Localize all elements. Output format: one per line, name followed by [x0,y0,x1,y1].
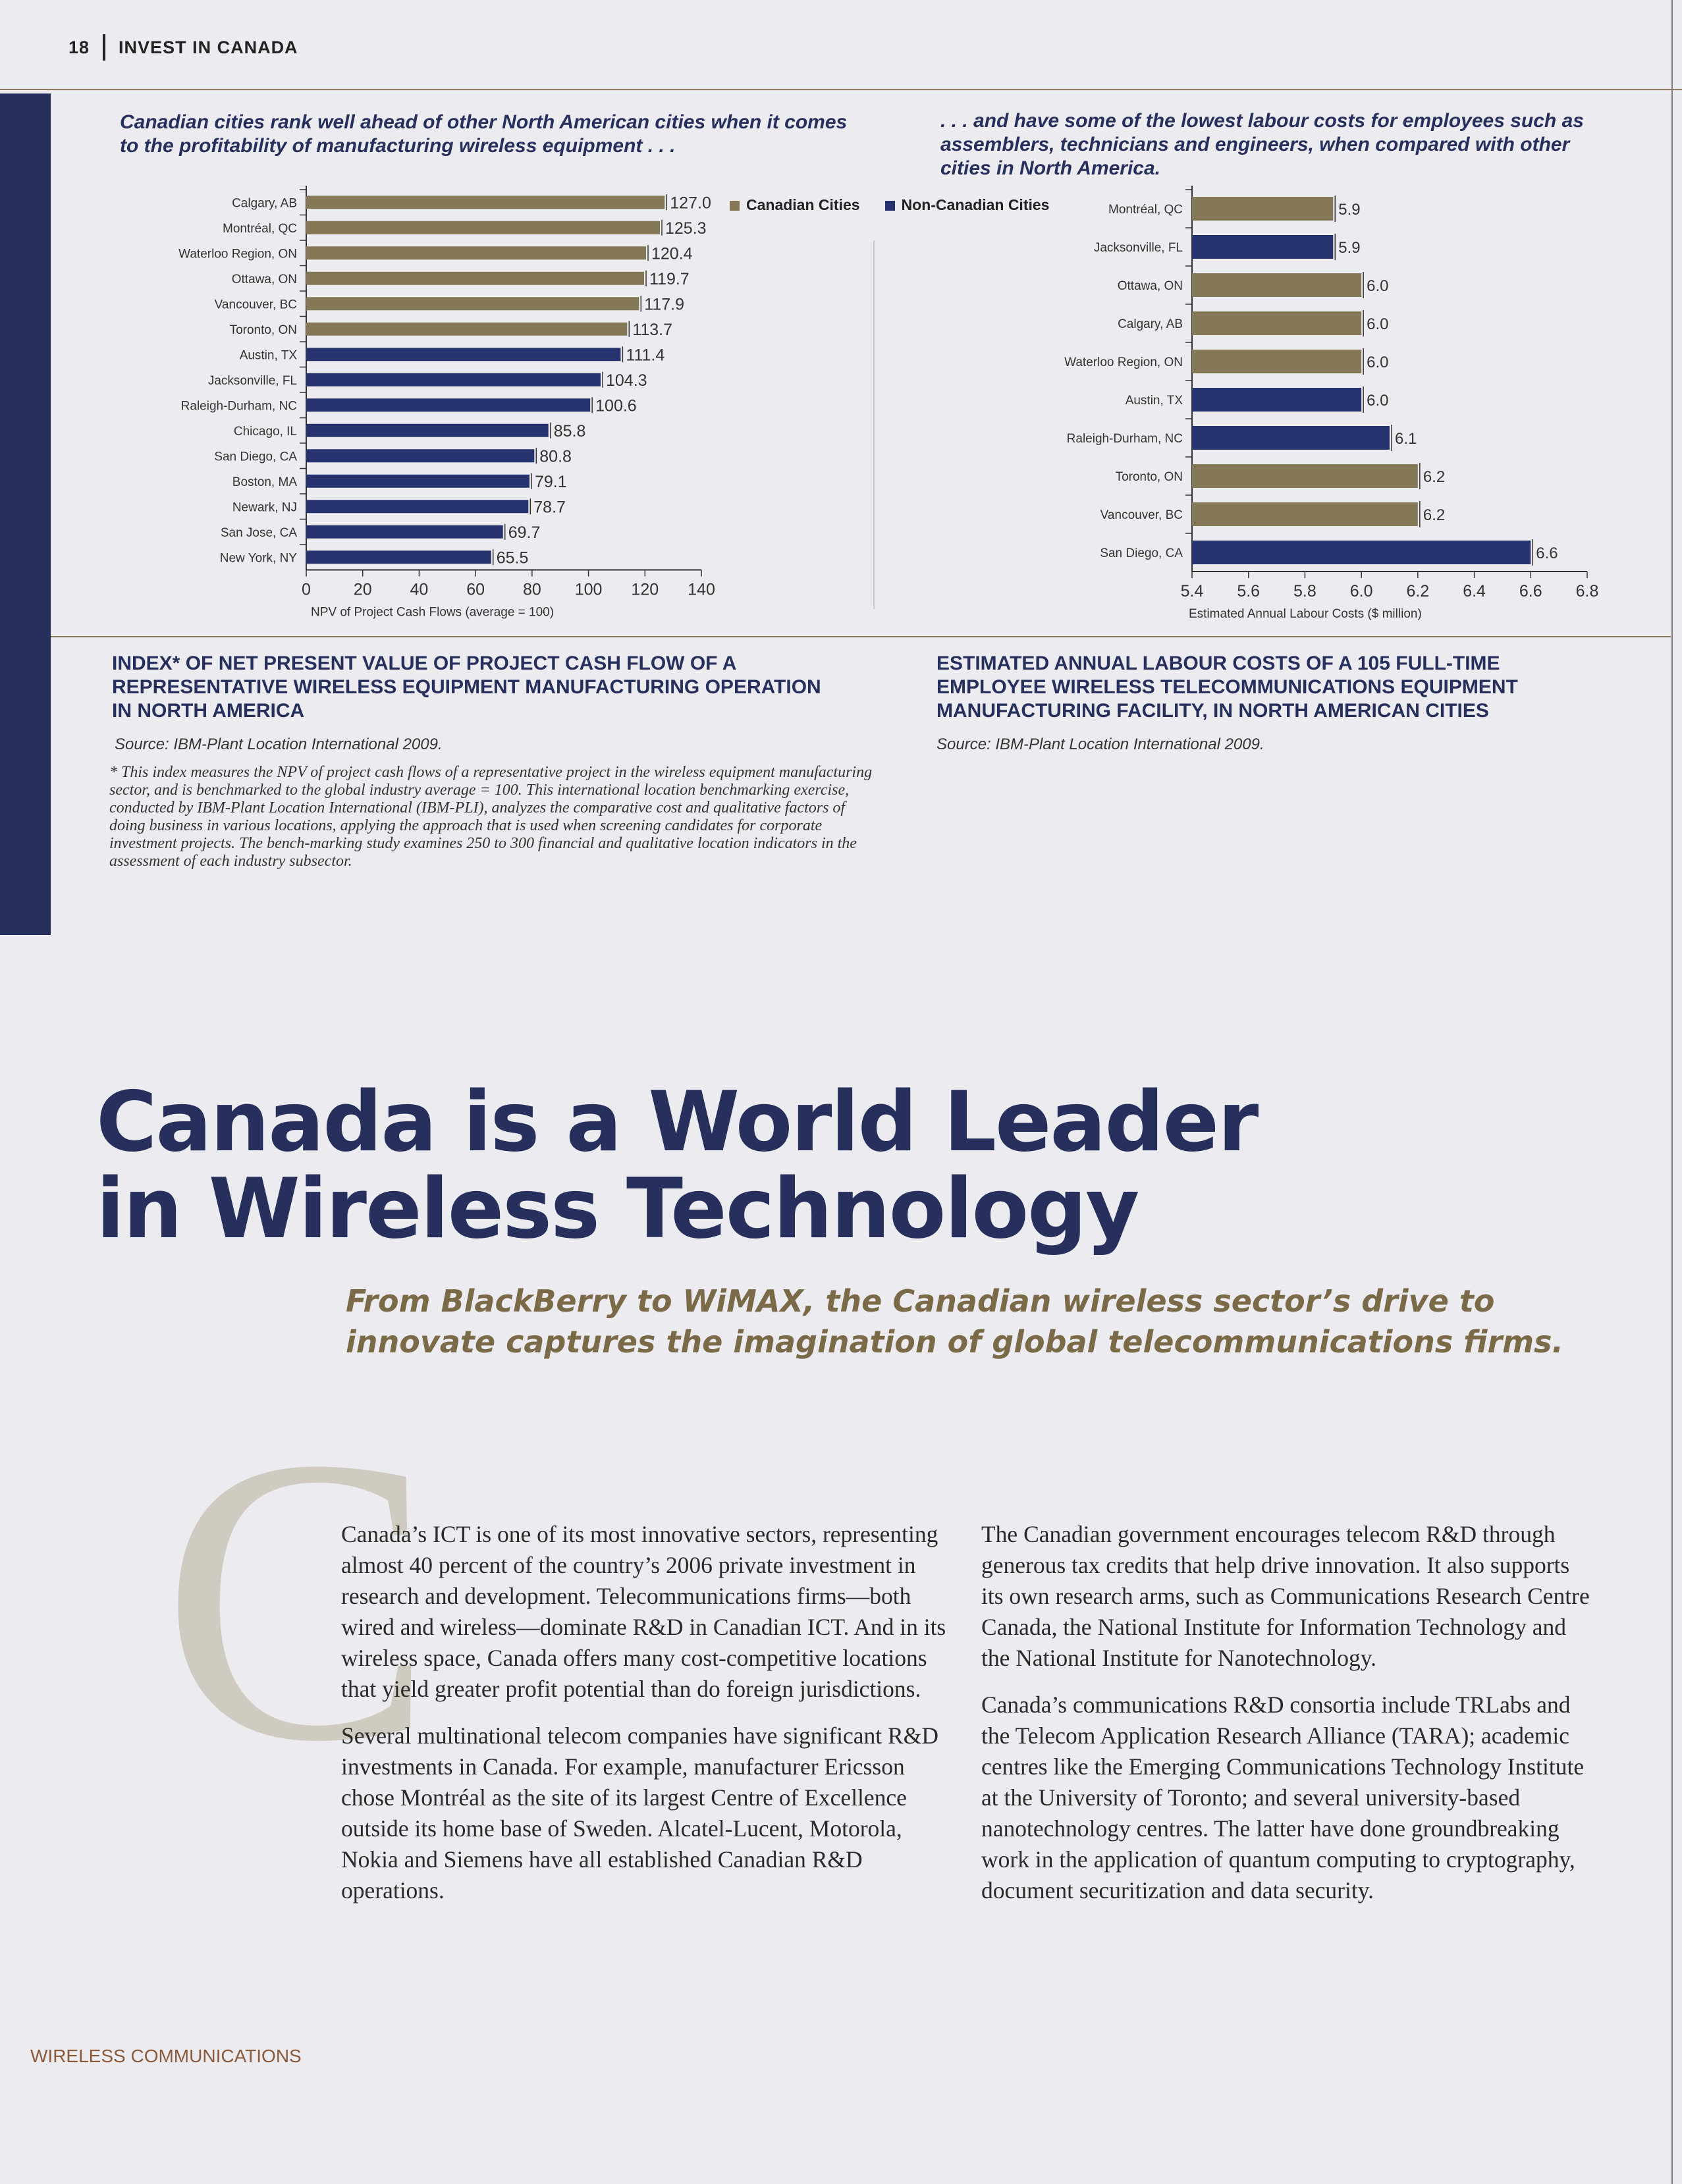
bar [306,398,590,412]
article-headline: Canada is a World Leader in Wireless Technology [96,1073,1258,1257]
x-tick-label: 6.0 [1349,582,1373,600]
category-label: New York, NY [219,551,297,566]
data-label: 100.6 [595,396,637,415]
x-tick-label: 80 [522,580,541,599]
bar [306,297,639,310]
category-label: Jacksonville, FL [1093,241,1183,255]
bar [306,500,528,513]
x-tick-label: 40 [410,580,429,599]
data-label: 6.1 [1395,430,1417,448]
bar [306,424,549,437]
article-column-2 [981,1519,1590,1922]
data-label: 78.7 [533,498,566,517]
category-label: Montréal, QC [223,221,297,236]
category-label: Boston, MA [232,475,297,489]
paragraph: Canada’s ICT is one of its most innovative sectors, representing almost 40 percent of the country’s 2006 private investment in research and development. Telecommunications firms—both wired and wireless—dominate R&D in Canadian ICT. And in its wireless space, Canada offers many cost-competitive locations that yield greater profit potential than do foreign jurisdictions. [341,1521,946,1702]
x-tick-label: 6.6 [1519,582,1542,600]
data-label: 79.1 [535,472,567,491]
page-header [68,34,298,61]
category-label: Vancouver, BC [214,298,297,312]
category-label: Montréal, QC [1108,203,1183,217]
x-tick-label: 60 [466,580,485,599]
data-label: 80.8 [539,447,572,466]
category-label: Waterloo Region, ON [1064,356,1183,369]
sidebar-bar [0,93,51,935]
legend-non-canadian-swatch [885,201,895,211]
right-chart-source: Source: IBM-Plant Location International 2009. [936,735,1264,753]
category-label: Raleigh-Durham, NC [180,399,297,413]
legend-canadian [730,196,860,214]
page-number: 18 [68,37,90,57]
category-label: Calgary, AB [1118,317,1183,331]
bar [306,525,503,539]
data-label: 119.7 [649,269,690,288]
bar [1192,235,1333,259]
x-tick-label: 120 [631,580,659,599]
bar [1192,388,1361,412]
category-label: Austin, TX [239,348,297,363]
footer-section-label: WIRELESS COMMUNICATIONS [30,2046,302,2066]
bar [306,475,529,488]
category-label: Waterloo Region, ON [178,247,297,261]
drop-cap: C [161,1374,434,1826]
right-chart-title: . . . and have some of the lowest labour costs for employees such as assemblers, technicians and engineers, when compared with other cities in North America. [940,110,1584,179]
category-label: San Diego, CA [214,450,297,464]
bar [1192,350,1361,373]
bar [1192,197,1333,221]
bar [1192,426,1390,450]
data-label: 5.9 [1338,201,1361,219]
legend-canadian-label: Canadian Cities [746,196,860,213]
left-chart-caption: INDEX* OF NET PRESENT VALUE OF PROJECT CASH FLOW OF A REPRESENTATIVE WIRELESS EQUIPMENT MANUFACTURING OPERATION IN NORTH AMERICA [112,653,821,722]
bar [306,449,534,462]
article-column-1 [341,1519,947,1922]
category-label: Toronto, ON [229,323,297,337]
category-label: Calgary, AB [232,196,297,211]
page-edge [1671,0,1673,2184]
category-label: Raleigh-Durham, NC [1066,432,1183,446]
data-label: 65.5 [496,548,529,568]
category-label: San Diego, CA [1100,546,1183,560]
data-label: 117.9 [644,295,685,314]
data-label: 5.9 [1338,239,1361,257]
x-axis-title: Estimated Annual Labour Costs ($ million) [1189,607,1422,621]
bar [306,550,491,564]
x-tick-label: 0 [302,580,311,599]
data-label: 125.3 [665,219,707,238]
bar [306,221,660,234]
chart-footnote: * This index measures the NPV of project cash flows of a representative project in the wireless equipment manufacturing sector, and is benchmarked to the global industry average = 100. This international location benchmarking exercise, conducted by IBM-Plant Location International (IBM-PLI), analyzes the comparative cost and qualitative factors of doing business in various locations, applying the approach that is used when screening candidates for corporate investment projects. The bench-marking study examines 250 to 300 financial and qualitative location indicators in the assessment of each industry subsector. [109,764,873,870]
legend-non-canadian-label: Non-Canadian Cities [901,196,1050,213]
category-label: Vancouver, BC [1100,508,1183,522]
x-tick-label: 5.8 [1293,582,1316,600]
data-label: 85.8 [553,421,586,440]
category-label: Austin, TX [1125,394,1183,408]
data-label: 69.7 [508,523,541,542]
x-tick-label: 6.8 [1575,582,1599,600]
paragraph: Canada’s communications R&D consortia include TRLabs and the Telecom Application Research Alliance (TARA); academic centres like the Emerging Communications Technology Institute at the University of Toronto; and several university-based nanotechnology centres. The latter have done groundbreaking work in the application of quantum computing to cryptography, document securitization and data security. [981,1691,1585,1904]
x-tick-label: 20 [353,580,372,599]
data-label: 113.7 [632,320,673,339]
data-label: 120.4 [651,244,693,263]
category-label: Ottawa, ON [231,272,297,286]
bar [1192,464,1418,488]
left-chart-title: Canadian cities rank well ahead of other North American cities when it comes to the profitability of manufacturing wireless equipment . . . [120,111,848,157]
chart-divider [873,240,875,609]
bar [1192,311,1361,335]
bar [306,348,620,361]
left-chart-source: Source: IBM-Plant Location International 2009. [115,735,443,753]
section-title: INVEST IN CANADA [119,37,298,57]
bar [306,373,601,386]
x-tick-label: 6.2 [1406,582,1430,600]
x-axis-title: NPV of Project Cash Flows (average = 100) [311,605,555,620]
labour-cost-bar-chart [1014,184,1607,632]
x-tick-label: 6.4 [1463,582,1486,600]
x-tick-label: 5.6 [1237,582,1261,600]
data-label: 6.0 [1367,354,1389,371]
paragraph: The Canadian government encourages telecom R&D through generous tax credits that help drive innovation. It also supports its own research arms, such as Communications Research Centre Canada, the National Institute for Information Technology and the National Institute for Nanotechnology. [981,1521,1590,1671]
category-label: Chicago, IL [233,424,297,439]
x-tick-label: 140 [688,580,715,599]
chart-legend [730,196,1049,214]
data-label: 6.0 [1367,277,1389,295]
data-label: 111.4 [626,346,665,365]
data-label: 104.3 [606,371,647,390]
bar [306,196,665,209]
x-tick-label: 100 [574,580,603,599]
x-tick-label: 5.4 [1180,582,1204,600]
bar [306,272,644,285]
bar [306,323,627,336]
category-label: Ottawa, ON [1117,279,1183,293]
bar [1192,541,1531,564]
legend-canadian-swatch [730,201,740,211]
chart-bottom-rule [51,636,1671,637]
header-divider [103,34,105,61]
data-label: 127.0 [670,194,711,213]
data-label: 6.0 [1367,315,1389,333]
category-label: Newark, NJ [232,500,297,515]
bar [306,246,646,259]
npv-bar-chart [132,184,724,632]
data-label: 6.0 [1367,392,1389,410]
category-label: San Jose, CA [220,525,297,540]
data-label: 6.6 [1536,545,1558,562]
category-label: Jacksonville, FL [207,373,297,388]
paragraph: Several multinational telecom companies have significant R&D investments in Canada. For example, manufacturer Ericsson chose Montréal as the site of its largest Centre of Excellence outside its home base of Sweden. Alcatel-Lucent, Motorola, Nokia and Siemens have all established Canadian R&D operations. [341,1722,938,1904]
bar [1192,273,1361,297]
bar [1192,502,1418,526]
data-label: 6.2 [1423,468,1446,486]
article-deck: From BlackBerry to WiMAX, the Canadian wireless sector’s drive to innovate captures the imagination of global telecommunications firms. [346,1283,1563,1360]
top-rule [0,89,1682,90]
right-chart-caption: ESTIMATED ANNUAL LABOUR COSTS OF A 105 FULL-TIME EMPLOYEE WIRELESS TELECOMMUNICATIONS EQUIPMENT MANUFACTURING FACILITY, IN NORTH AMERICAN CITIES [936,653,1518,722]
data-label: 6.2 [1423,506,1446,524]
category-label: Toronto, ON [1115,470,1183,484]
